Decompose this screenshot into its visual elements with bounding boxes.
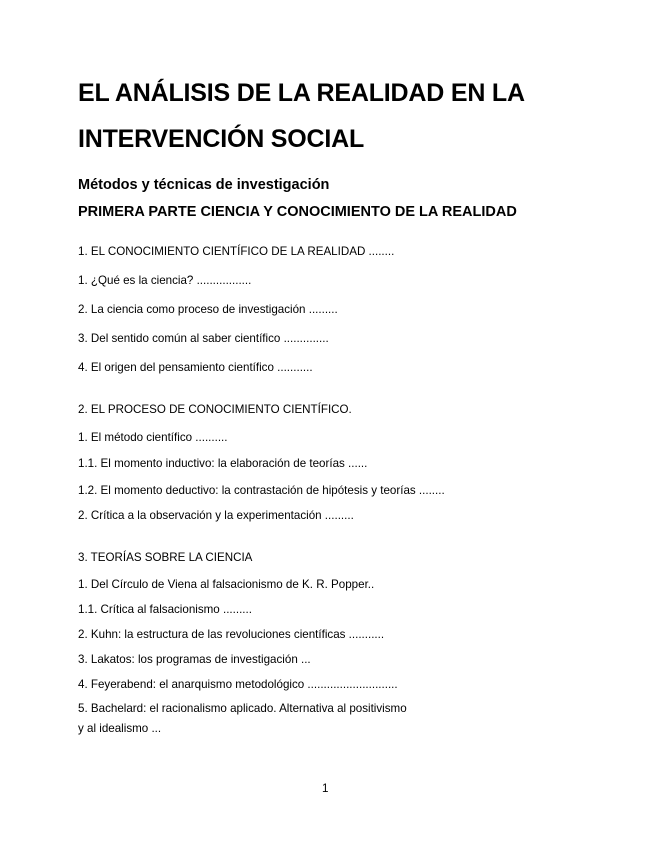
toc-section-heading: 3. TEORÍAS SOBRE LA CIENCIA: [78, 551, 253, 564]
document-subtitle: Métodos y técnicas de investigación: [78, 177, 330, 193]
toc-entry: 2. Kuhn: la estructura de las revoluciones científicas ...........: [78, 628, 385, 641]
part-heading: PRIMERA PARTE CIENCIA Y CONOCIMIENTO DE LA REALIDAD: [78, 204, 517, 220]
toc-entry: 1. ¿Qué es la ciencia? .................: [78, 274, 252, 287]
toc-entry: 3. Del sentido común al saber científico ..............: [78, 332, 329, 345]
toc-entry: 2. La ciencia como proceso de investigación .........: [78, 303, 338, 316]
toc-section-heading: 2. EL PROCESO DE CONOCIMIENTO CIENTÍFICO.: [78, 403, 352, 416]
toc-entry: 3. Lakatos: los programas de investigación ...: [78, 653, 311, 666]
toc-entry-continuation: y al idealismo ...: [78, 722, 162, 735]
toc-entry: 2. Crítica a la observación y la experimentación .........: [78, 509, 354, 522]
toc-entry: 1.1. El momento inductivo: la elaboración de teorías ......: [78, 457, 368, 470]
toc-entry: 4. El origen del pensamiento científico ...........: [78, 361, 313, 374]
document-title-line-1: EL ANÁLISIS DE LA REALIDAD EN LA: [78, 79, 525, 107]
toc-entry: 5. Bachelard: el racionalismo aplicado. Alternativa al positivismo: [78, 702, 407, 715]
document-title-line-2: INTERVENCIÓN SOCIAL: [78, 125, 365, 153]
toc-entry: 4. Feyerabend: el anarquismo metodológico ............................: [78, 678, 398, 691]
toc-section-heading: 1. EL CONOCIMIENTO CIENTÍFICO DE LA REALIDAD ........: [78, 245, 395, 258]
toc-entry: 1.2. El momento deductivo: la contrastación de hipótesis y teorías ........: [78, 484, 445, 497]
toc-entry: 1.1. Crítica al falsacionismo .........: [78, 603, 252, 616]
page-number: 1: [322, 782, 329, 795]
toc-entry: 1. Del Círculo de Viena al falsacionismo de K. R. Popper..: [78, 578, 375, 591]
toc-entry: 1. El método científico ..........: [78, 431, 228, 444]
